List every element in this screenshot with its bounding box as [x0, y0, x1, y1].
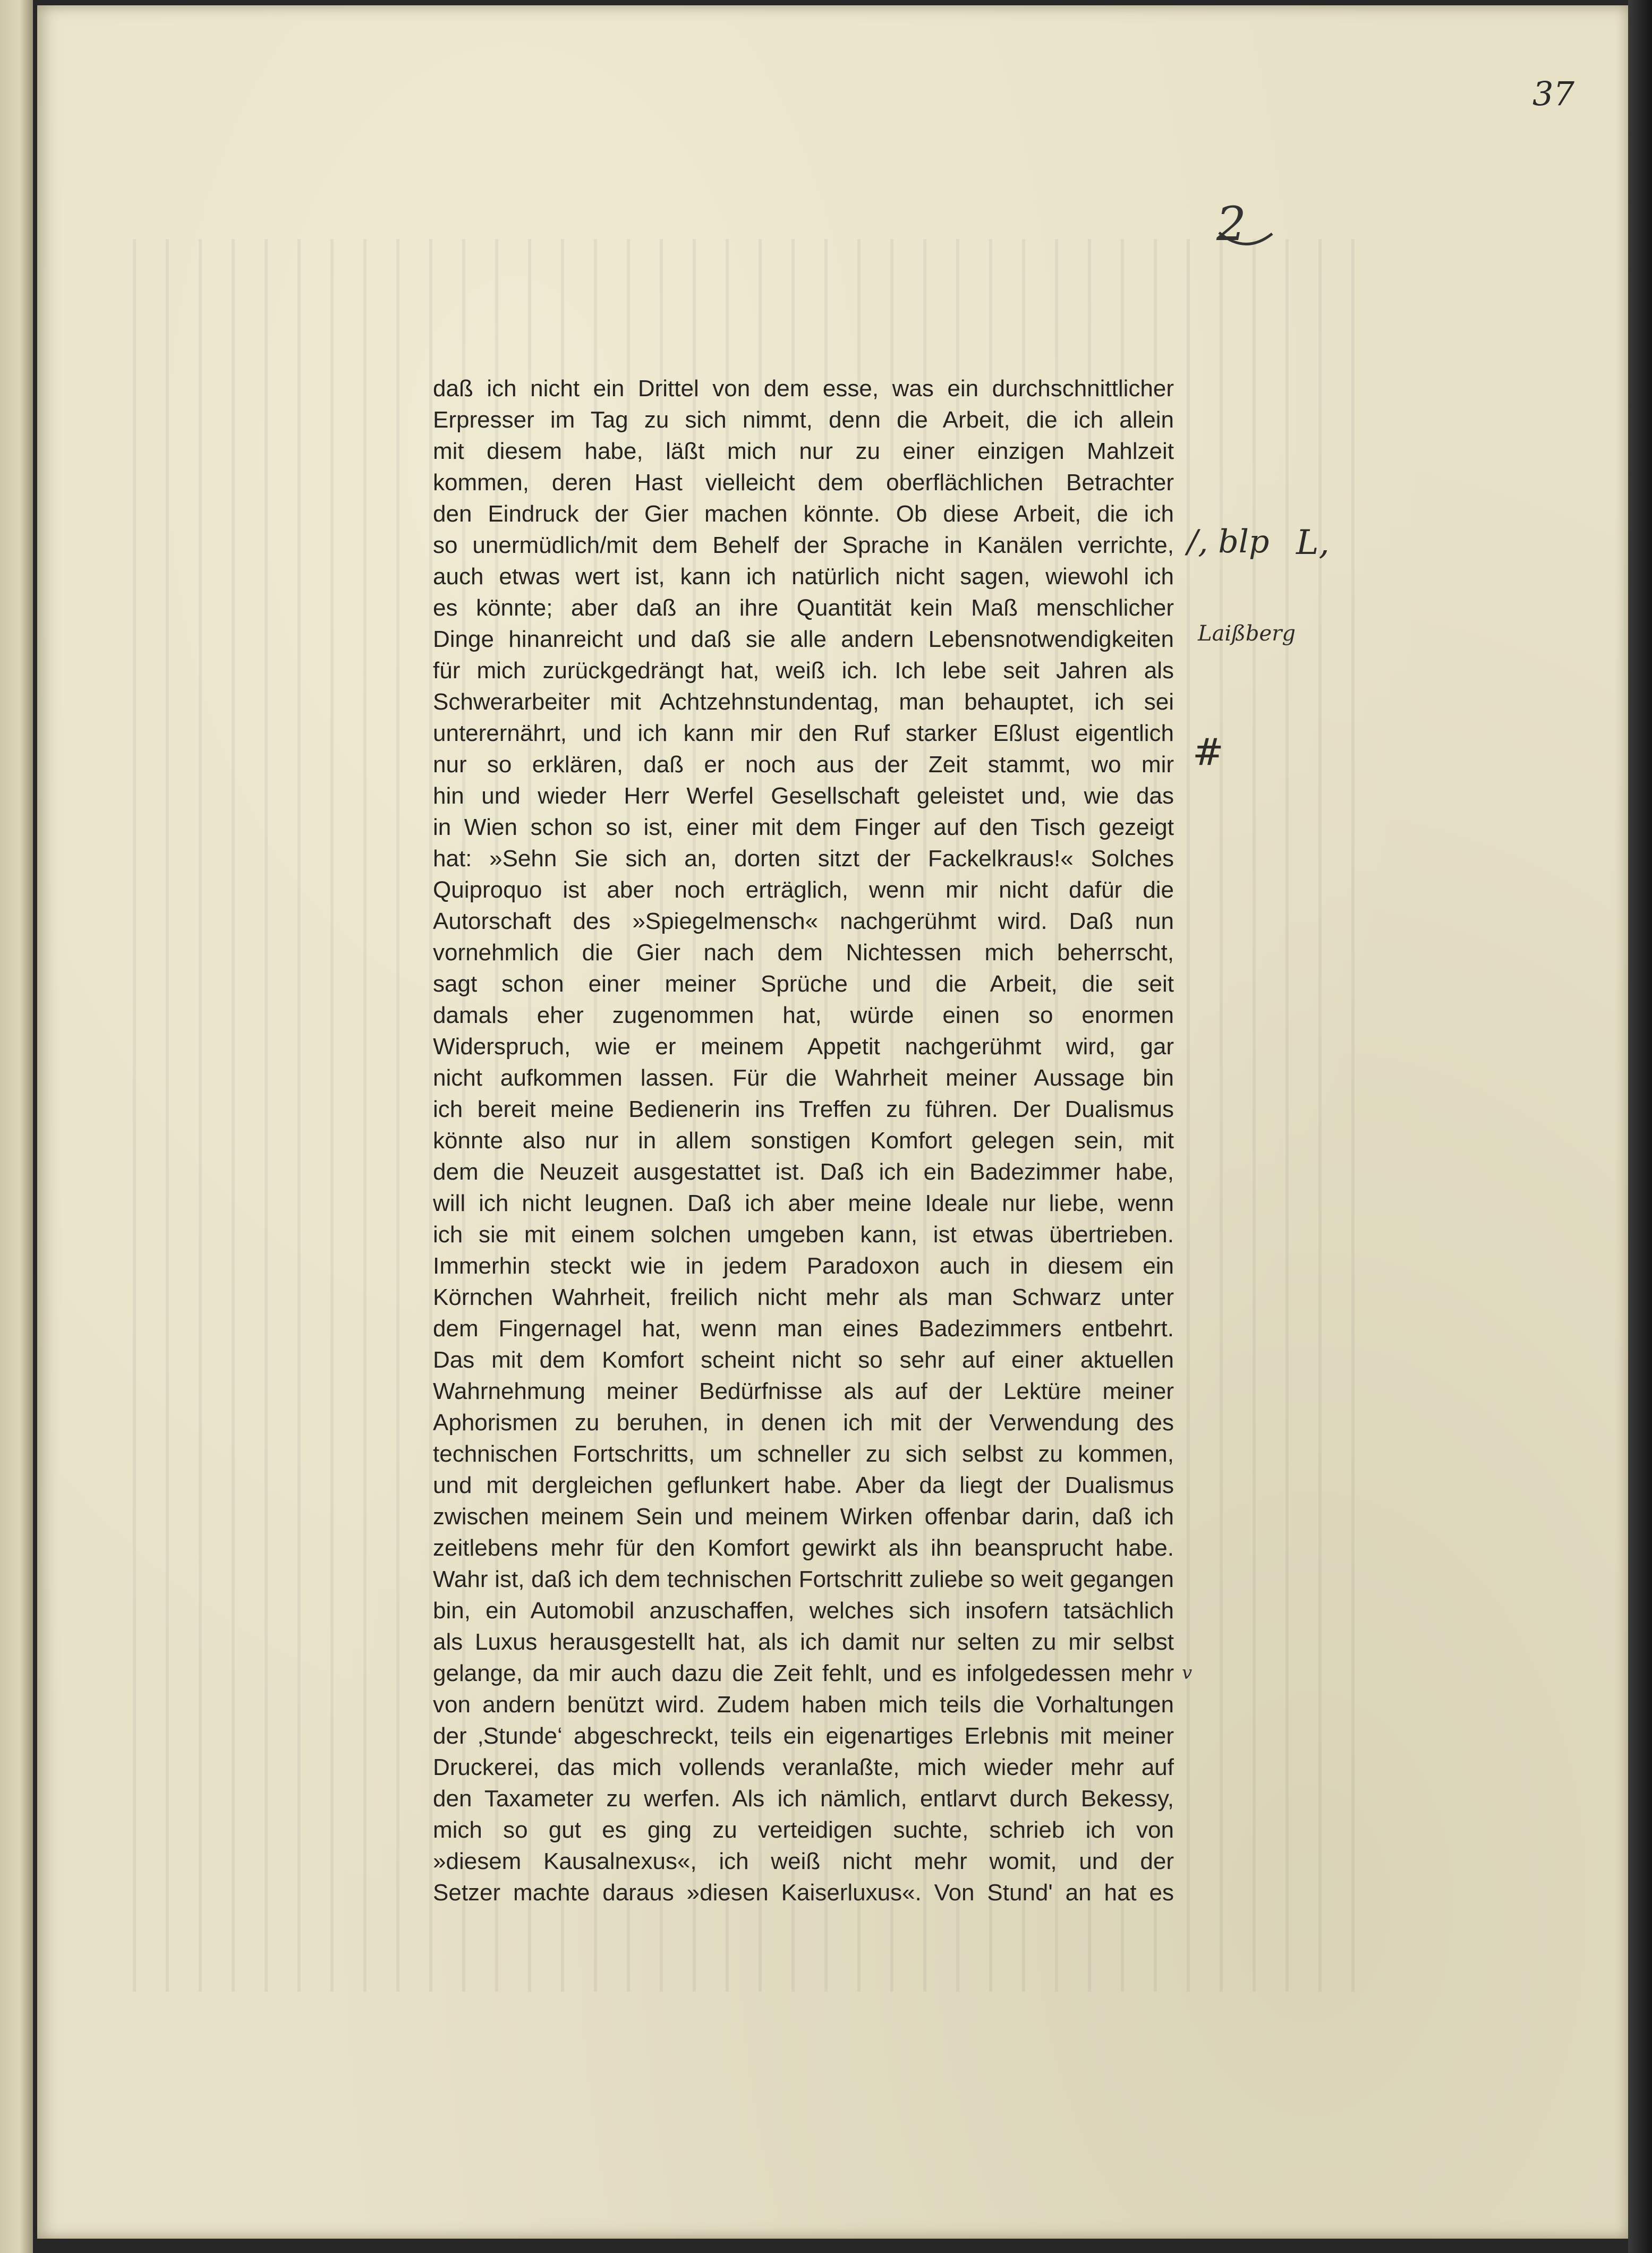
text-line: Autorschaft des »Spiegelmensch« nachgerühmt wird. Daß nun — [433, 908, 1174, 934]
text-line: bin, ein Automobil anzuschaffen, welches sich insofern tatsächlich — [433, 1598, 1174, 1624]
text-line: sagt schon einer meiner Sprüche und die Arbeit, die seit — [433, 971, 1174, 997]
margin-note: # — [1193, 730, 1224, 774]
text-line: technischen Fortschritts, um schneller zu sich selbst zu kommen, — [433, 1441, 1174, 1467]
page-number: 37 — [1532, 74, 1574, 113]
text-line: so unermüdlich/mit dem Behelf der Sprache in Kanälen verrichte, — [433, 532, 1174, 558]
previous-page-edge — [0, 0, 33, 2253]
text-line: Wahr ist, daß ich dem technischen Fortschritt zuliebe so weit gegangen — [433, 1566, 1174, 1592]
text-line: ich sie mit einem solchen umgeben kann, ist etwas übertrieben. — [433, 1222, 1174, 1248]
text-line: damals eher zugenommen hat, würde einen so enormen — [433, 1002, 1174, 1028]
text-line: könnte also nur in allem sonstigen Komfort gelegen sein, mit — [433, 1128, 1174, 1154]
text-line: Immerhin steckt wie in jedem Paradoxon auch in diesem ein — [433, 1253, 1174, 1279]
text-line: will ich nicht leugnen. Daß ich aber meine Ideale nur liebe, wenn — [433, 1190, 1174, 1216]
margin-note: Laißberg — [1198, 621, 1296, 646]
body-text — [433, 373, 1174, 1908]
text-line: Setzer machte daraus »diesen Kaiserluxus«. Von Stund' an hat es — [433, 1880, 1174, 1906]
margin-note: L, — [1296, 523, 1330, 562]
text-line: als Luxus herausgestellt hat, als ich damit nur selten zu mir selbst — [433, 1629, 1174, 1655]
binding-edge — [1628, 0, 1652, 2253]
margin-note: v — [1182, 1662, 1193, 1684]
text-line: Druckerei, das mich vollends veranlaßte, mich wieder mehr auf — [433, 1754, 1174, 1780]
text-line: Das mit dem Komfort scheint nicht so sehr auf einer aktuellen — [433, 1347, 1174, 1373]
text-line: dem die Neuzeit ausgestattet ist. Daß ich ein Badezimmer habe, — [433, 1159, 1174, 1185]
text-line: nicht aufkommen lassen. Für die Wahrheit meiner Aussage bin — [433, 1065, 1174, 1091]
text-line: Aphorismen zu beruhen, in denen ich mit der Verwendung des — [433, 1410, 1174, 1436]
text-line: ich bereit meine Bedienerin ins Treffen zu führen. Der Dualismus — [433, 1096, 1174, 1122]
text-line: vornehmlich die Gier nach dem Nichtessen mich beherrscht, — [433, 940, 1174, 966]
text-line: mich so gut es ging zu verteidigen suchte, schrieb ich von — [433, 1817, 1174, 1843]
sheet-mark: 2 — [1216, 197, 1246, 251]
text-line: es könnte; aber daß an ihre Quantität kein Maß menschlicher — [433, 595, 1174, 621]
text-line: und mit dergleichen geflunkert habe. Aber da liegt der Dualismus — [433, 1472, 1174, 1498]
text-line: Schwerarbeiter mit Achtzehnstundentag, man behauptet, ich sei — [433, 689, 1174, 715]
text-line: für mich zurückgedrängt hat, weiß ich. Ich lebe seit Jahren als — [433, 658, 1174, 684]
text-line: den Eindruck der Gier machen könnte. Ob diese Arbeit, die ich — [433, 501, 1174, 527]
text-line: der ‚Stunde‘ abgeschreckt, teils ein eigenartiges Erlebnis mit meiner — [433, 1723, 1174, 1749]
text-line: unterernährt, und ich kann mir den Ruf starker Eßlust eigentlich — [433, 720, 1174, 746]
text-line: Dinge hinanreicht und daß sie alle andern Lebensnotwendigkeiten — [433, 626, 1174, 652]
text-line: zeitlebens mehr für den Komfort gewirkt als ihn beansprucht habe. — [433, 1535, 1174, 1561]
text-line: von andern benützt wird. Zudem haben mich teils die Vorhaltungen — [433, 1692, 1174, 1718]
sheet-mark-underline — [1216, 228, 1275, 253]
text-line: gelange, da mir auch dazu die Zeit fehlt, und es infolgedessen mehr — [433, 1660, 1174, 1686]
text-line: »diesem Kausalnexus«, ich weiß nicht mehr womit, und der — [433, 1848, 1174, 1874]
text-line: in Wien schon so ist, einer mit dem Finger auf den Tisch gezeigt — [433, 814, 1174, 840]
text-line: Erpresser im Tag zu sich nimmt, denn die Arbeit, die ich allein — [433, 407, 1174, 433]
text-line: Wahrnehmung meiner Bedürfnisse als auf der Lektüre meiner — [433, 1378, 1174, 1404]
text-line: hin und wieder Herr Werfel Gesellschaft geleistet und, wie das — [433, 783, 1174, 809]
margin-note: /, blp — [1187, 523, 1270, 560]
text-line: Körnchen Wahrheit, freilich nicht mehr als man Schwarz unter — [433, 1284, 1174, 1310]
text-line: daß ich nicht ein Drittel von dem esse, was ein durchschnittlicher — [433, 376, 1174, 402]
text-line: auch etwas wert ist, kann ich natürlich nicht sagen, wiewohl ich — [433, 564, 1174, 590]
text-line: hat: »Sehn Sie sich an, dorten sitzt der Fackelkraus!« Solches — [433, 846, 1174, 872]
text-line: mit diesem habe, läßt mich nur zu einer einzigen Mahlzeit — [433, 438, 1174, 464]
text-line: nur so erklären, daß er noch aus der Zeit stammt, wo mir — [433, 752, 1174, 778]
text-line: Quiproquo ist aber noch erträglich, wenn mir nicht dafür die — [433, 877, 1174, 903]
text-line: zwischen meinem Sein und meinem Wirken offenbar darin, daß ich — [433, 1504, 1174, 1530]
text-line: kommen, deren Hast vielleicht dem oberflächlichen Betrachter — [433, 470, 1174, 496]
text-line: dem Fingernagel hat, wenn man eines Badezimmers entbehrt. — [433, 1316, 1174, 1342]
text-line: Widerspruch, wie er meinem Appetit nachgerühmt wird, gar — [433, 1034, 1174, 1060]
text-line: den Taxameter zu werfen. Als ich nämlich, entlarvt durch Bekessy, — [433, 1786, 1174, 1812]
